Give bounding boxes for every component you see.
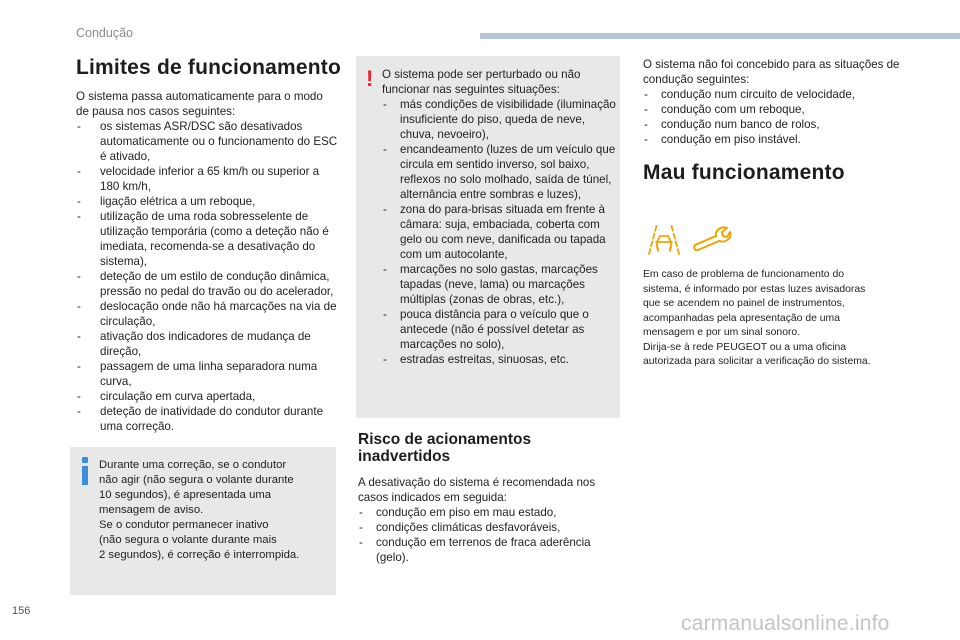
mau-paragraph-2: [643, 341, 898, 370]
list-item: - condução em terrenos de fraca aderência (gelo).: [358, 535, 620, 565]
mau-line: acompanhadas pela apresentação de uma: [643, 312, 840, 324]
info-line: Durante uma correção, se o condutor: [99, 459, 287, 471]
mau-paragraph-1: [643, 268, 898, 341]
list-item: - deslocação onde não há marcações na via de circulação,: [76, 299, 338, 329]
mau-text: [643, 268, 898, 370]
warning-lamps: [646, 222, 736, 256]
limits-list: [76, 119, 338, 434]
list-item: - os sistemas ASR/DSC são desativados automaticamente ou o funcionamento do ESC é ativado,: [76, 119, 338, 164]
mau-line: mensagem e por um sinal sonoro.: [643, 327, 801, 338]
wrench-service-icon: [692, 222, 732, 256]
page-number: 156: [12, 605, 31, 617]
list-item: - más condições de visibilidade (iluminação insuficiente do piso, queda de neve, chuva, nevoeiro),: [382, 97, 618, 142]
info-line: (não segura o volante durante mais: [99, 534, 277, 546]
mau-line: que se acendem no painel de instrumentos,: [643, 298, 845, 309]
list-item: - pouca distância para o veículo que o antecede (não é possível detetar as marcações no solo),: [382, 307, 618, 352]
list-item: - condições climáticas desfavoráveis,: [358, 520, 620, 535]
risco-list: [358, 505, 620, 565]
risco-title: Risco de acionamentos inadvertidos: [358, 431, 532, 465]
limits-intro: O sistema passa automaticamente para o modo de pausa nos casos seguintes:: [76, 90, 323, 118]
list-item: - condução num banco de rolos,: [643, 117, 913, 132]
info-line: Se o condutor permanecer inativo: [99, 519, 269, 531]
not-designed-list: [643, 87, 913, 147]
list-item: - zona do para-brisas situada em frente à câmara: suja, embaciada, coberta com gelo ou com neve, danificada ou tapada com um autocolante,: [382, 202, 618, 262]
risco-section: [358, 475, 620, 565]
mau-line: Dirija-se à rede PEUGEOT ou a uma oficina: [643, 341, 847, 353]
not-designed-intro: O sistema não foi concebido para as situações de condução seguintes:: [643, 58, 900, 86]
list-item: - deteção de um estilo de condução dinâmica, pressão no pedal do travão ou do acelerador,: [76, 269, 338, 299]
list-item: - condução em piso em mau estado,: [358, 505, 620, 520]
watermark: carmanualsonline.info: [681, 612, 890, 635]
limits-title: Limites de funcionamento: [76, 56, 341, 79]
warning-box: [356, 56, 620, 418]
mau-line: autorizada para solicitar a verificação do sistema.: [643, 356, 871, 367]
info-text: [99, 458, 329, 563]
list-item: - utilização de uma roda sobresselente de utilização temporária (como a deteção não é imediata, recomenda-se a desativação do sistema),: [76, 209, 338, 269]
warning-list: [382, 97, 618, 367]
warning-intro: O sistema pode ser perturbado ou não funcionar nas seguintes situações:: [382, 68, 581, 96]
list-item: - passagem de uma linha separadora numa curva,: [76, 359, 338, 389]
list-item: - marcações no solo gastas, marcações tapadas (neve, lama) ou marcações múltiplas (zonas de obras, etc.),: [382, 262, 618, 307]
list-item: - velocidade inferior a 65 km/h ou superior a 180 km/h,: [76, 164, 338, 194]
list-item: - condução num circuito de velocidade,: [643, 87, 913, 102]
info-line: 2 segundos), é correção é interrompida.: [99, 549, 300, 561]
limits-section: [76, 89, 338, 434]
list-item: - ativação dos indicadores de mudança de direção,: [76, 329, 338, 359]
header-bar: [480, 33, 960, 39]
list-item: - condução em piso instável.: [643, 132, 913, 147]
list-item: - encandeamento (luzes de um veículo que circula em sentido inverso, sol baixo, reflexos no solo molhado, saída de túnel, alternância entre sombras e luzes),: [382, 142, 618, 202]
list-item: - deteção de inatividade do condutor durante uma correção.: [76, 404, 338, 434]
info-line: mensagem de aviso.: [99, 504, 204, 516]
mau-title: Mau funcionamento: [643, 161, 845, 184]
section-title: Condução: [76, 26, 133, 40]
lane-departure-warning-icon: [646, 222, 682, 256]
mau-line: sistema, é informado por estas luzes avisadoras: [643, 283, 866, 295]
list-item: - ligação elétrica a um reboque,: [76, 194, 338, 209]
mau-line: Em caso de problema de funcionamento do: [643, 269, 845, 280]
list-item: - condução com um reboque,: [643, 102, 913, 117]
info-icon: [82, 457, 88, 485]
warning-text: [382, 67, 618, 367]
risco-intro: A desativação do sistema é recomendada nos casos indicados em seguida:: [358, 476, 596, 504]
info-line: não agir (não segura o volante durante: [99, 474, 294, 486]
not-designed-section: [643, 57, 913, 147]
info-box: [70, 447, 336, 595]
list-item: - estradas estreitas, sinuosas, etc.: [382, 352, 618, 367]
exclamation-icon: !: [366, 66, 374, 91]
list-item: - circulação em curva apertada,: [76, 389, 338, 404]
info-line: 10 segundos), é apresentada uma: [99, 489, 272, 501]
